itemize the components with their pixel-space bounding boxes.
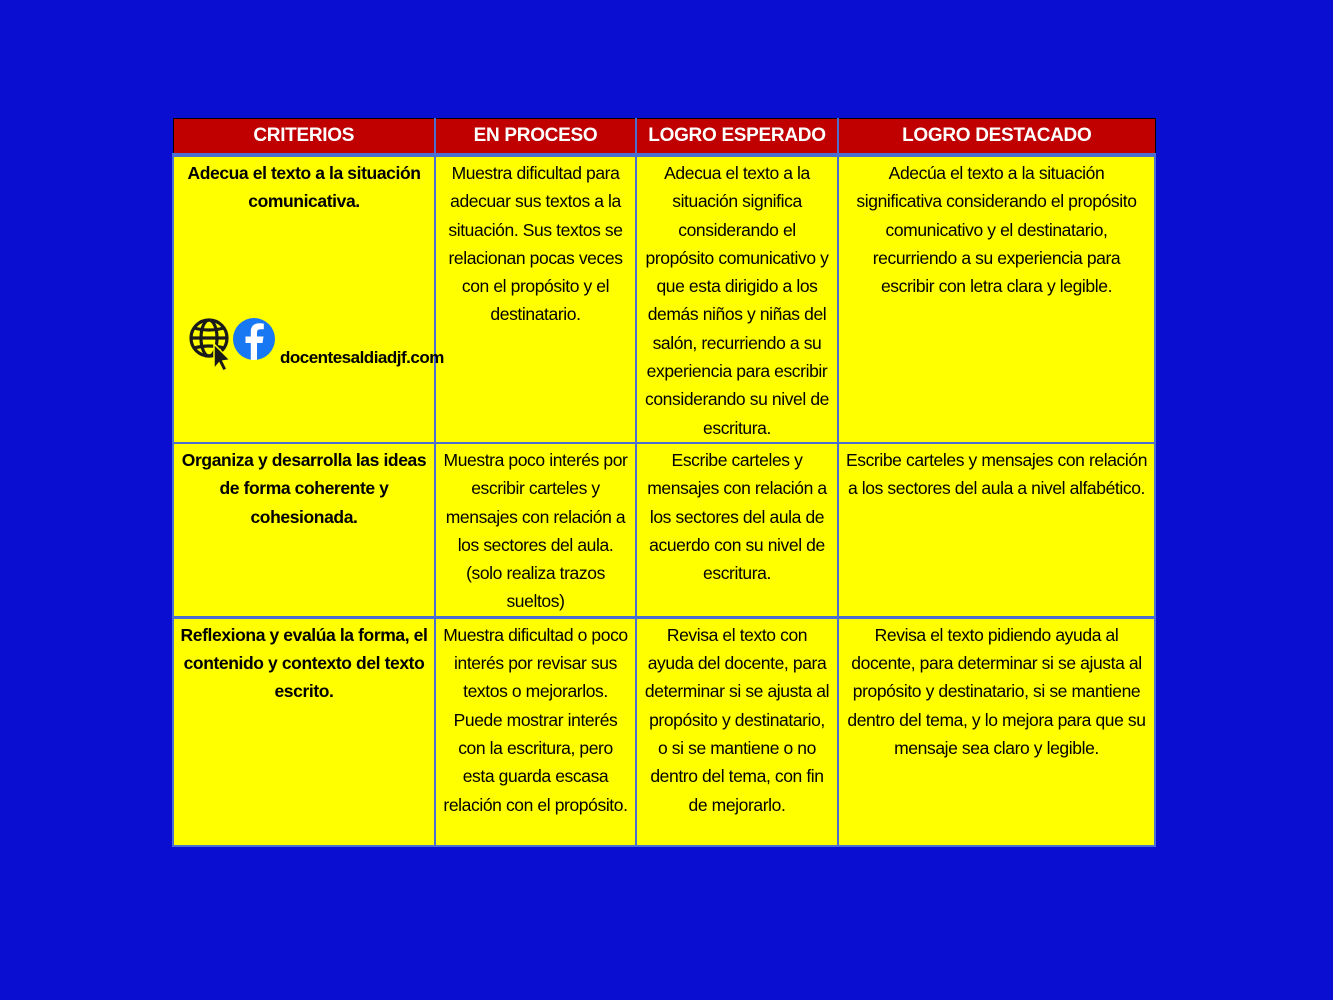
criterio-cell: Organiza y desarrolla las ideas de forma coherente y cohesionada. bbox=[173, 443, 435, 617]
header-en-proceso: EN PROCESO bbox=[435, 119, 636, 156]
en-proceso-cell: Muestra poco interés por escribir carteles y mensajes con relación a los sectores del aula. (solo realiza trazos sueltos) bbox=[435, 443, 636, 617]
criterio-cell bbox=[173, 155, 444, 443]
logro-esperado-cell: Escribe carteles y mensajes con relación a los sectores del aula de acuerdo con su nivel de escritura. bbox=[636, 443, 838, 617]
table-row bbox=[173, 617, 1155, 846]
header-row bbox=[173, 119, 1155, 156]
criterio-cell: Reflexiona y evalúa la forma, el contenido y contexto del texto escrito. bbox=[173, 617, 435, 846]
criterio-text: Adecua el texto a la situación comunicativa. bbox=[187, 163, 421, 212]
logro-esperado-cell: Revisa el texto con ayuda del docente, para determinar si se ajusta al propósito y destinatario, o si se mantiene o no dentro del tema, con fin de mejorarlo. bbox=[636, 617, 838, 846]
logro-destacado-cell: Revisa el texto pidiendo ayuda al docente, para determinar si se ajusta al propósito y destinatario, si se mantiene dentro del tema, y lo mejora para que su mensaje sea claro y legible. bbox=[838, 617, 1155, 846]
logro-destacado-cell: Escribe carteles y mensajes con relación a los sectores del aula a nivel alfabético. bbox=[838, 443, 1155, 617]
logro-destacado-cell: Adecúa el texto a la situación significativa considerando el propósito comunicativo y el destinatario, recurriendo a su experiencia para escribir con letra clara y legible. bbox=[838, 155, 1155, 443]
header-logro-destacado: LOGRO DESTACADO bbox=[838, 119, 1155, 156]
header-logro-esperado: LOGRO ESPERADO bbox=[636, 119, 838, 156]
table-row bbox=[173, 155, 1155, 443]
rubric-table bbox=[172, 118, 1156, 847]
site-url: docentesaldiadjf.com bbox=[280, 347, 444, 367]
globe-cursor-icon bbox=[188, 307, 232, 373]
logro-esperado-cell: Adecua el texto a la situación significa considerando el propósito comunicativo y que esta dirigido a los demás niños y niñas del salón, recurriendo a su experiencia para escribir considerando su nivel de escritura. bbox=[636, 155, 838, 443]
header-criterios: CRITERIOS bbox=[173, 119, 435, 156]
site-logo bbox=[188, 307, 444, 373]
table-row bbox=[173, 443, 1155, 617]
en-proceso-cell: Muestra dificultad o poco interés por revisar sus textos o mejorarlos. Puede mostrar interés con la escritura, pero esta guarda escasa relación con el propósito. bbox=[435, 617, 636, 846]
facebook-icon bbox=[232, 307, 276, 373]
en-proceso-cell: Muestra dificultad para adecuar sus textos a la situación. Sus textos se relacionan pocas veces con el propósito y el destinatario. bbox=[435, 155, 636, 443]
